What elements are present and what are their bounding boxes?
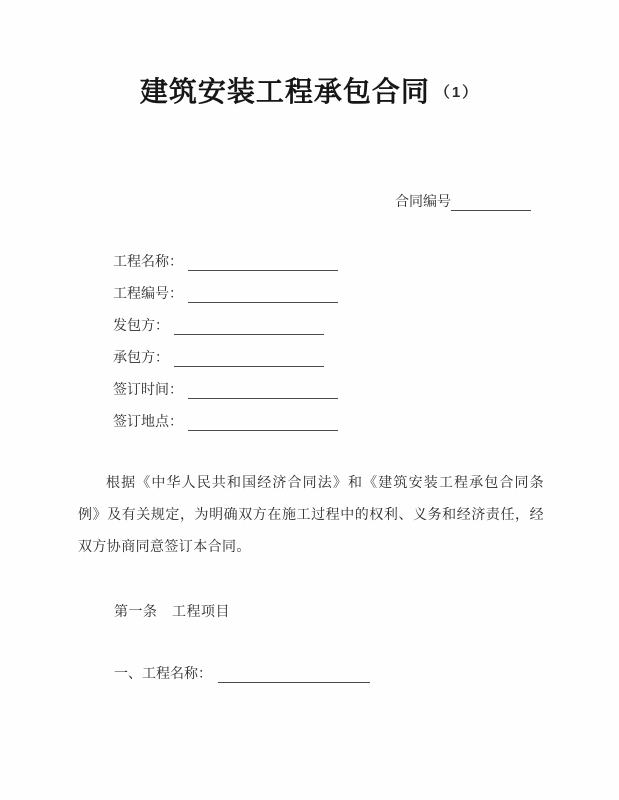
contract-number-line	[395, 191, 531, 211]
field-row-project-number	[113, 283, 338, 305]
contract-number-label: 合同编号	[395, 193, 451, 209]
field-row-signing-time	[113, 379, 338, 401]
field-blank-line	[188, 415, 338, 431]
field-label: 承包方：	[113, 349, 169, 365]
article-1-heading: 第一条 工程项目	[114, 603, 230, 619]
field-blank-line	[174, 351, 324, 367]
field-row-employer	[113, 315, 338, 337]
document-title-note: （1）	[434, 84, 480, 101]
item-label: 一、工程名称：	[114, 665, 212, 681]
field-blank-line	[188, 383, 338, 399]
field-row-signing-place	[113, 411, 338, 433]
info-fields-block	[113, 251, 338, 443]
article-1-item-1	[114, 663, 370, 683]
field-blank-line	[188, 255, 338, 271]
field-label: 签订时间：	[113, 381, 183, 397]
document-title-text: 建筑安装工程承包合同	[139, 76, 430, 107]
field-row-project-name	[113, 251, 338, 273]
field-blank-line	[174, 319, 324, 335]
contract-number-blank-line	[451, 195, 531, 211]
field-blank-line	[188, 287, 338, 303]
document-title	[0, 70, 619, 110]
field-label: 签订地点：	[113, 413, 183, 429]
item-blank-line	[218, 667, 370, 683]
field-label: 工程名称：	[113, 253, 183, 269]
field-label: 发包方：	[113, 317, 169, 333]
field-row-contractor	[113, 347, 338, 369]
field-label: 工程编号：	[113, 285, 183, 301]
preamble-paragraph: 根据《中华人民共和国经济合同法》和《建筑安装工程承包合同条例》及有关规定，为明确双方在施工过程中的权利、义务和经济责任，经双方协商同意签订本合同。	[78, 474, 544, 554]
